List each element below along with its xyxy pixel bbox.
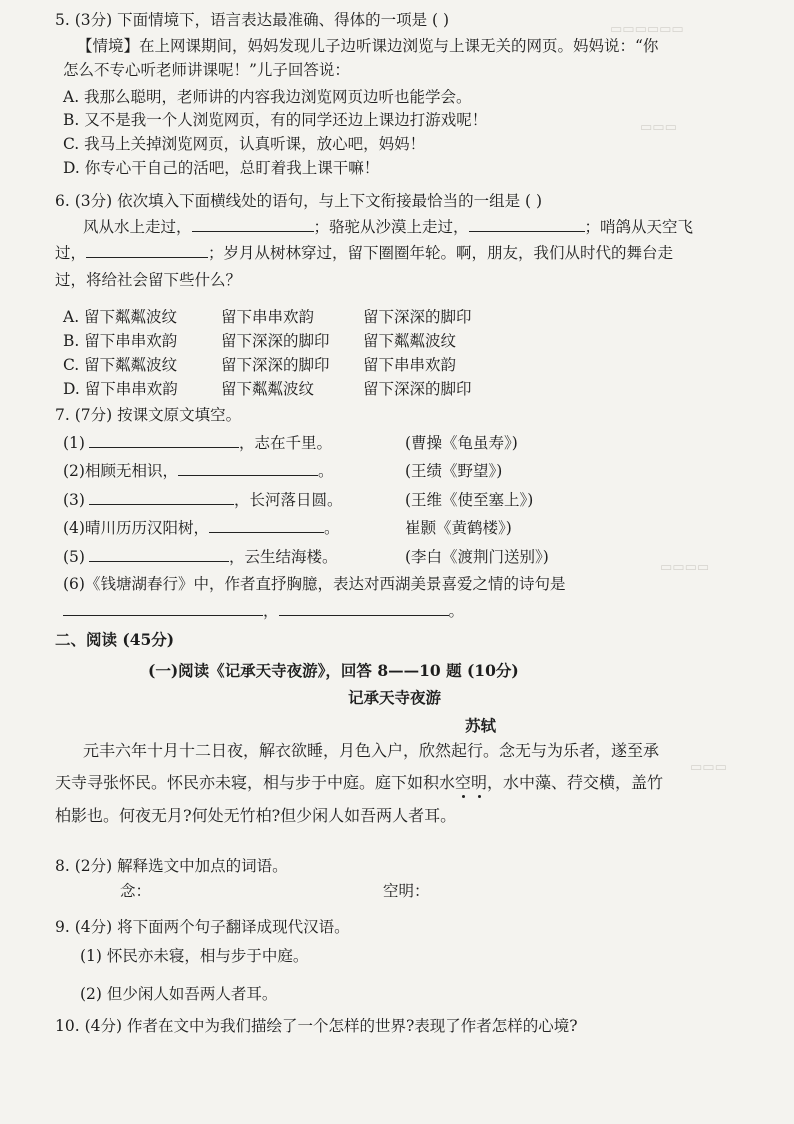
q5-option-c: C. 我马上关掉浏览网页，认真听课，放心吧，妈妈！ [63,135,426,153]
passage-line: 元丰六年十月十二日夜，解衣欲睡，月色入户，欣然起行。念无与为乐者，遂至承 [83,741,660,760]
q6-text: ；哨鸽从天空飞 [584,218,694,236]
q6-passage-line [55,243,673,263]
q5-option-b: B. 又不是我一个人浏览网页，有的同学还边上课边打游戏呢！ [63,111,488,129]
passage-line: 天寺寻张怀民。怀民亦未寝，相与步于中庭。庭下如积水空明，水中藻、荇交横，盖竹 [55,773,664,792]
q6-passage-line [83,217,693,237]
q6-passage-line: 过，将给社会留下些什么？ [55,271,242,289]
q6-option-b: B. 留下串串欢韵 留下深深的脚印 留下粼粼波纹 [63,332,457,350]
q6-text: 风从水上走过， [83,218,192,236]
q6-option-a: A. 留下粼粼波纹 留下串串欢韵 留下深深的脚印 [63,308,472,326]
q7-item-3: (3) ，长河落日圆。 [63,491,343,509]
bleed-through-text: ▭▭▭▭ [660,560,710,575]
q9-stem: 9. (4分) 将下面两个句子翻译成现代汉语。 [55,918,350,936]
q7-source-1: (曹操《龟虽寿》) [405,434,518,452]
q7-source-4: 崔颢《黄鹤楼》) [405,519,512,537]
answer-blank[interactable] [86,243,208,258]
passage-line: 柏影也。何夜无月?何处无竹柏?但少闲人如吾两人者耳。 [55,806,457,825]
passage-title: 记承天寺夜游 [348,688,442,707]
q5-context: 怎么不专心听老师讲课呢！”儿子回答说： [63,61,350,79]
answer-blank[interactable] [469,217,585,232]
q6-text: ；骆驼从沙漠上走过， [313,218,469,236]
q6-text: ；岁月从树林穿过，留下圈圈年轮。啊，朋友，我们从时代的舞台走 [208,244,674,262]
q7-item-5: (5) ，云生结海楼。 [63,548,338,566]
answer-blank[interactable] [89,433,239,448]
answer-blank[interactable] [192,217,314,232]
q5-option-d: D. 你专心干自己的活吧，总盯着我上课干嘛！ [63,159,380,177]
answer-blank[interactable] [89,547,229,562]
q8-word-nian: 念： [120,882,152,900]
answer-blank[interactable] [279,601,449,616]
subsection-heading: (一)阅读《记承天寺夜游》，回答 8——10 题 (10分) [148,661,519,680]
bleed-through-text: ▭▭▭ [640,120,677,135]
q6-stem: 6. (3分) 依次填入下面横线处的语句，与上下文衔接最恰当的一组是 ( ) [55,192,543,210]
q6-text: 过， [55,244,87,262]
passage-author: 苏轼 [465,716,497,735]
q7-item-4: (4)晴川历历汉阳树， 。 [63,519,340,537]
q7-source-5: (李白《渡荆门送别》) [405,548,549,566]
answer-blank[interactable] [178,461,318,476]
q9-sentence-1: (1) 怀民亦未寝，相与步于中庭。 [80,947,309,965]
q7-item-2: (2)相顾无相识， 。 [63,462,334,480]
dotted-word: 空 [455,773,472,792]
q7-stem: 7. (7分) 按课文原文填空。 [55,406,242,424]
q8-stem: 8. (2分) 解释选文中加点的词语。 [55,857,288,875]
q7-item-6: (6)《钱塘湖春行》中，作者直抒胸臆，表达对西湖美景喜爱之情的诗句是 [63,575,566,593]
q7-source-3: (王维《使至塞上》) [405,491,534,509]
q5-option-a: A. 我那么聪明，老师讲的内容我边浏览网页边听也能学会。 [63,88,472,106]
q10-stem: 10. (4分) 作者在文中为我们描绘了一个怎样的世界?表现了作者怎样的心境? [55,1017,578,1035]
q6-option-d: D. 留下串串欢韵 留下粼粼波纹 留下深深的脚印 [63,380,472,398]
q9-sentence-2: (2) 但少闲人如吾两人者耳。 [80,985,278,1003]
q8-word-kongming: 空明： [383,882,430,900]
q7-item-1: (1) ，志在千里。 [63,434,332,452]
bleed-through-text: ▭▭▭▭▭▭ [610,22,684,37]
bleed-through-text: ▭▭▭ [690,760,727,775]
section-heading: 二、阅读 (45分) [55,630,175,649]
answer-blank[interactable] [89,490,234,505]
dotted-word: 明 [471,773,488,792]
answer-blank[interactable] [63,601,263,616]
q7-item-6-blanks: ， 。 [63,601,464,621]
q7-source-2: (王绩《野望》) [405,462,503,480]
q5-stem: 5. (3分) 下面情境下，语言表达最准确、得体的一项是 ( ) [55,11,450,29]
answer-blank[interactable] [209,518,324,533]
q6-option-c: C. 留下粼粼波纹 留下深深的脚印 留下串串欢韵 [63,356,457,374]
q5-context: 【情境】在上网课期间，妈妈发现儿子边听课边浏览与上课无关的网页。妈妈说：“你 [77,37,659,55]
